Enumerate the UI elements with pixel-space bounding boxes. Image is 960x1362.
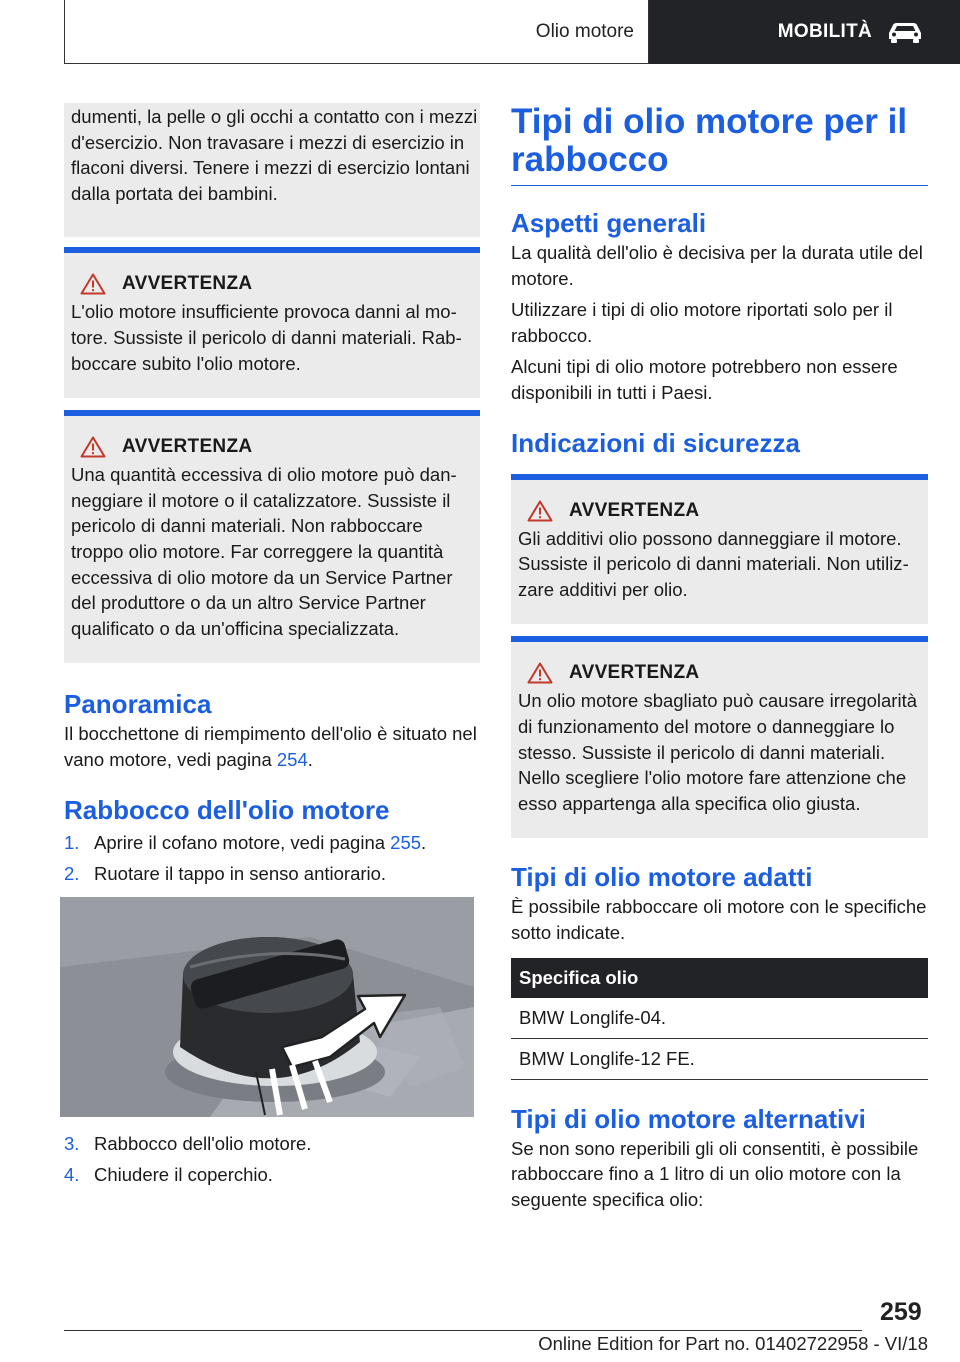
chapter-title-text: Olio motore	[535, 20, 634, 42]
footer-divider	[64, 1330, 862, 1331]
car-icon	[886, 21, 924, 43]
warning-text: Una quantità eccessiva di olio motore può danneggiare il motore o il catalizzatore. Sussiste il pericolo di danni materiali. Non rabboccare troppo olio motore. Far correggere la quantità eccessiva di olio motore da un Service Partner del produttore o da un altro Service Partner qualificato o da un'officina specializzata.	[71, 464, 457, 639]
oil-spec-table	[511, 958, 928, 1080]
step-text: Rabbocco dell'olio motore.	[94, 1132, 312, 1154]
page-number: 259	[880, 1298, 922, 1326]
warning-label: AVVERTENZA	[569, 499, 700, 521]
warning-triangle-icon	[527, 500, 553, 522]
aspetti-paragraph: Utilizzare i tipi di olio motore riportati solo per il rabbocco.	[511, 299, 893, 346]
warning-text: L'olio motore insufficiente provoca danni al motore. Sussiste il pericolo di danni materiali. Rabboccare subito l'olio motore.	[71, 301, 462, 374]
warning-box-wrong-oil	[511, 636, 928, 838]
oil-cap-illustration	[60, 897, 474, 1117]
warning-label: AVVERTENZA	[122, 436, 253, 458]
heading-adatti: Tipi di olio motore adatti	[511, 862, 813, 893]
panoramica-text-body: Il bocchettone di riempimento dell'olio è situato nel vano motore, vedi pagina	[64, 723, 477, 770]
steps-list-a	[64, 830, 480, 887]
warning-text: Un olio motore sbagliato può causare irregolarità di funzionamento del motore o danneggiare lo stesso. Sussiste il pericolo di danni materiali. Nello scegliere l'olio motore fare attenzione che esso appartenga alla specifica olio giusta.	[518, 690, 917, 814]
section-tab	[649, 0, 960, 64]
step-text	[94, 830, 426, 856]
warning-box-oil-insufficient	[64, 247, 480, 398]
heading-aspetti-generali: Aspetti generali	[511, 208, 707, 238]
list-item	[64, 1131, 480, 1157]
footer-edition: Online Edition for Part no. 01402722958 - VI/18	[538, 1333, 928, 1354]
page-link-255[interactable]: 255	[390, 831, 422, 853]
aspetti-paragraph: Alcuni tipi di olio motore potrebbero non essere disponibili in tutti i Paesi.	[511, 356, 898, 403]
step-number: 3.	[64, 1132, 80, 1154]
heading-panoramica: Panoramica	[64, 689, 212, 720]
table-header: Specifica olio	[511, 958, 928, 998]
table-row	[511, 1038, 928, 1079]
step-number: 4.	[64, 1164, 80, 1186]
heading-rabbocco: Rabbocco dell'olio motore	[64, 794, 390, 825]
aspetti-paragraph: La qualità dell'olio è decisiva per la durata utile del motore.	[511, 242, 923, 289]
step-text-end: .	[421, 831, 427, 853]
page-title: Tipi di olio motore per il rabbocco	[511, 103, 928, 186]
warning-triangle-icon	[80, 436, 106, 458]
warning-box-oil-excessive	[64, 410, 480, 663]
info-box-text: dumenti, la pelle o gli occhi a contatto con i mezzi d'esercizio. Non travasare i mezzi di esercizio in flaconi diversi. Tenere i mezzi di esercizio lontani dalla portata dei bambini.	[71, 106, 478, 204]
panoramica-text	[64, 721, 480, 772]
step-number: 2.	[64, 863, 80, 885]
steps-list-b	[64, 1131, 480, 1188]
heading-alternativi: Tipi di olio motore alternativi	[511, 1103, 866, 1134]
step-number: 1.	[64, 831, 80, 853]
table-cell: BMW Longlife-12 FE.	[511, 1038, 928, 1079]
info-box	[64, 103, 480, 237]
warning-triangle-icon	[80, 273, 106, 295]
table-header-row	[511, 958, 928, 998]
heading-sicurezza: Indicazioni di sicurezza	[511, 427, 800, 458]
step-text-body: Aprire il cofano motore, vedi pagina	[94, 831, 391, 853]
page-link-254[interactable]: 254	[276, 748, 308, 770]
alternativi-text: Se non sono reperibili gli oli consentiti, è possibile rabboccare fino a 1 litro di un olio motore con la seguente specifica olio:	[511, 1137, 919, 1210]
page-header	[64, 0, 960, 64]
list-item	[64, 1162, 480, 1188]
section-title-text: MOBILITÀ	[777, 21, 872, 42]
warning-triangle-icon	[527, 662, 553, 684]
table-row	[511, 998, 928, 1039]
step-text: Ruotare il tappo in senso antiorario.	[94, 863, 387, 885]
panoramica-text-end: .	[307, 748, 313, 770]
warning-label: AVVERTENZA	[569, 662, 700, 684]
list-item	[64, 830, 480, 856]
right-column	[511, 103, 928, 1212]
list-item	[64, 861, 480, 887]
warning-label: AVVERTENZA	[122, 273, 253, 295]
warning-text: Gli additivi olio possono danneggiare il motore. Sussiste il pericolo di danni materiali. Non utilizzare additivi per olio.	[518, 527, 909, 600]
warning-box-additives	[511, 474, 928, 625]
table-cell: BMW Longlife-04.	[511, 998, 928, 1039]
left-column	[64, 103, 480, 1194]
adatti-text: È possibile rabboccare oli motore con le specifiche sotto indicate.	[511, 896, 927, 943]
step-text: Chiudere il coperchio.	[94, 1164, 273, 1186]
chapter-title	[64, 0, 649, 64]
